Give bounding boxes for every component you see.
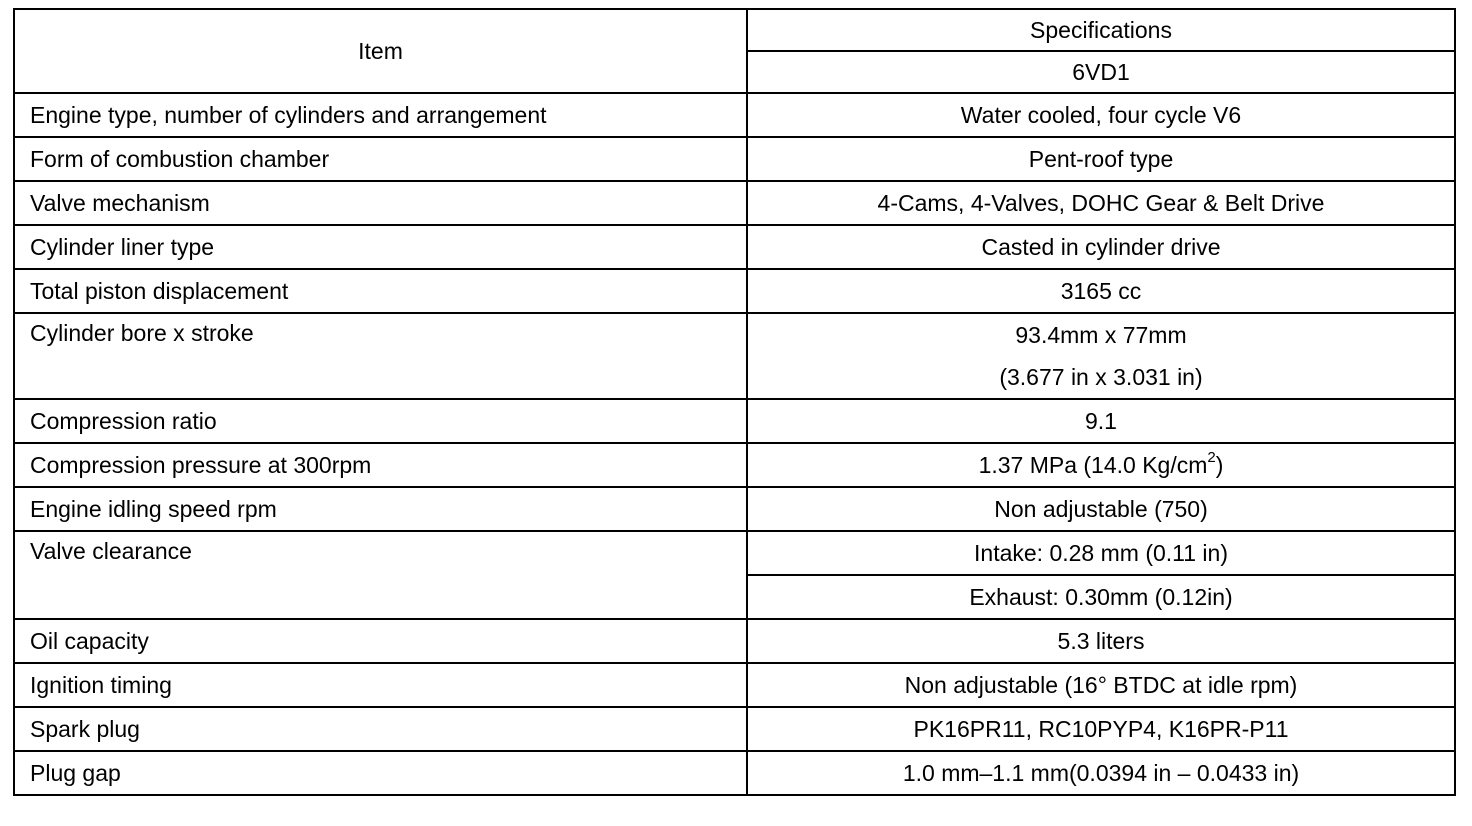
- item-cell: [14, 225, 747, 269]
- table-row: [14, 487, 1455, 531]
- spec-cell: [747, 313, 1455, 356]
- spec-cell: [747, 93, 1455, 137]
- item-label: Cylinder liner type: [30, 233, 215, 260]
- item-label: Ignition timing: [30, 671, 172, 698]
- item-cell: [14, 93, 747, 137]
- item-cell: [14, 269, 747, 313]
- spec-value: 5.3 liters: [1057, 627, 1145, 654]
- table-row: [14, 137, 1455, 181]
- spec-value: Non adjustable (16° BTDC at idle rpm): [904, 671, 1298, 698]
- item-label: Cylinder bore x stroke: [30, 320, 254, 346]
- header-row: [14, 9, 1455, 51]
- item-cell: [14, 137, 747, 181]
- spec-value: 3165 cc: [1060, 277, 1142, 304]
- spec-cell: [747, 751, 1455, 795]
- item-label: Spark plug: [30, 715, 140, 742]
- header-item-cell: [14, 9, 747, 93]
- header-item-label: Item: [358, 37, 403, 64]
- spec-cell: [747, 181, 1455, 225]
- table-row: [14, 443, 1455, 487]
- spec-value: 1.37 MPa (14.0 Kg/cm: [978, 451, 1208, 478]
- table-row: [14, 181, 1455, 225]
- table-row: [14, 225, 1455, 269]
- spec-cell: [747, 399, 1455, 443]
- table-row: [14, 269, 1455, 313]
- spec-value-tail: ): [1215, 451, 1224, 478]
- spec-cell: [747, 356, 1455, 399]
- spec-value: PK16PR11, RC10PYP4, K16PR-P11: [913, 715, 1289, 742]
- item-label: Plug gap: [30, 759, 121, 786]
- header-model-label: 6VD1: [1072, 58, 1130, 85]
- item-cell: [14, 181, 747, 225]
- spec-cell: [747, 575, 1455, 619]
- spec-cell: [747, 663, 1455, 707]
- spec-value: 93.4mm x 77mm: [1015, 321, 1187, 348]
- spec-value: Non adjustable (750): [994, 495, 1208, 522]
- item-cell: [14, 487, 747, 531]
- table-row: [14, 663, 1455, 707]
- spec-value: 1.0 mm–1.1 mm(0.0394 in – 0.0433 in): [902, 759, 1300, 786]
- table-row: [14, 93, 1455, 137]
- item-cell: [14, 663, 747, 707]
- item-cell: [14, 399, 747, 443]
- spec-value: 9.1: [1085, 407, 1117, 434]
- table-row: [14, 531, 1455, 575]
- spec-value: Pent-roof type: [1028, 145, 1174, 172]
- item-label: Compression pressure at 300rpm: [30, 451, 372, 478]
- spec-value: 4-Cams, 4-Valves, DOHC Gear & Belt Drive: [877, 189, 1325, 216]
- spec-cell: [747, 225, 1455, 269]
- item-label: Total piston displacement: [30, 277, 289, 304]
- item-cell: [14, 313, 747, 399]
- item-cell: [14, 443, 747, 487]
- table-row: [14, 313, 1455, 356]
- item-label: Compression ratio: [30, 407, 217, 434]
- item-cell: [14, 707, 747, 751]
- item-cell: [14, 619, 747, 663]
- spec-cell: [747, 137, 1455, 181]
- table-row: [14, 619, 1455, 663]
- spec-value: Water cooled, four cycle V6: [960, 101, 1242, 128]
- table-row: [14, 399, 1455, 443]
- header-spec-label: Specifications: [1030, 16, 1172, 43]
- item-cell: [14, 531, 747, 619]
- spec-value: Casted in cylinder drive: [981, 233, 1221, 260]
- header-model-cell: [747, 51, 1455, 93]
- spec-cell: [747, 443, 1455, 487]
- spec-value-line2: Exhaust: 0.30mm (0.12in): [969, 583, 1233, 610]
- spec-table: [13, 8, 1456, 796]
- item-cell: [14, 751, 747, 795]
- spec-cell: [747, 619, 1455, 663]
- table-row: [14, 707, 1455, 751]
- spec-cell: [747, 487, 1455, 531]
- header-spec-cell: [747, 9, 1455, 51]
- item-label: Valve clearance: [30, 538, 192, 564]
- item-label: Engine idling speed rpm: [30, 495, 277, 522]
- item-label: Oil capacity: [30, 627, 149, 654]
- item-label: Form of combustion chamber: [30, 145, 330, 172]
- item-label: Engine type, number of cylinders and arrangement: [30, 101, 547, 128]
- spec-superscript: 2: [1207, 448, 1216, 466]
- spec-cell: [747, 531, 1455, 575]
- spec-cell: [747, 269, 1455, 313]
- table-row: [14, 751, 1455, 795]
- item-label: Valve mechanism: [30, 189, 210, 216]
- spec-value-line2: (3.677 in x 3.031 in): [999, 363, 1203, 390]
- spec-cell: [747, 707, 1455, 751]
- spec-value: Intake: 0.28 mm (0.11 in): [974, 539, 1228, 566]
